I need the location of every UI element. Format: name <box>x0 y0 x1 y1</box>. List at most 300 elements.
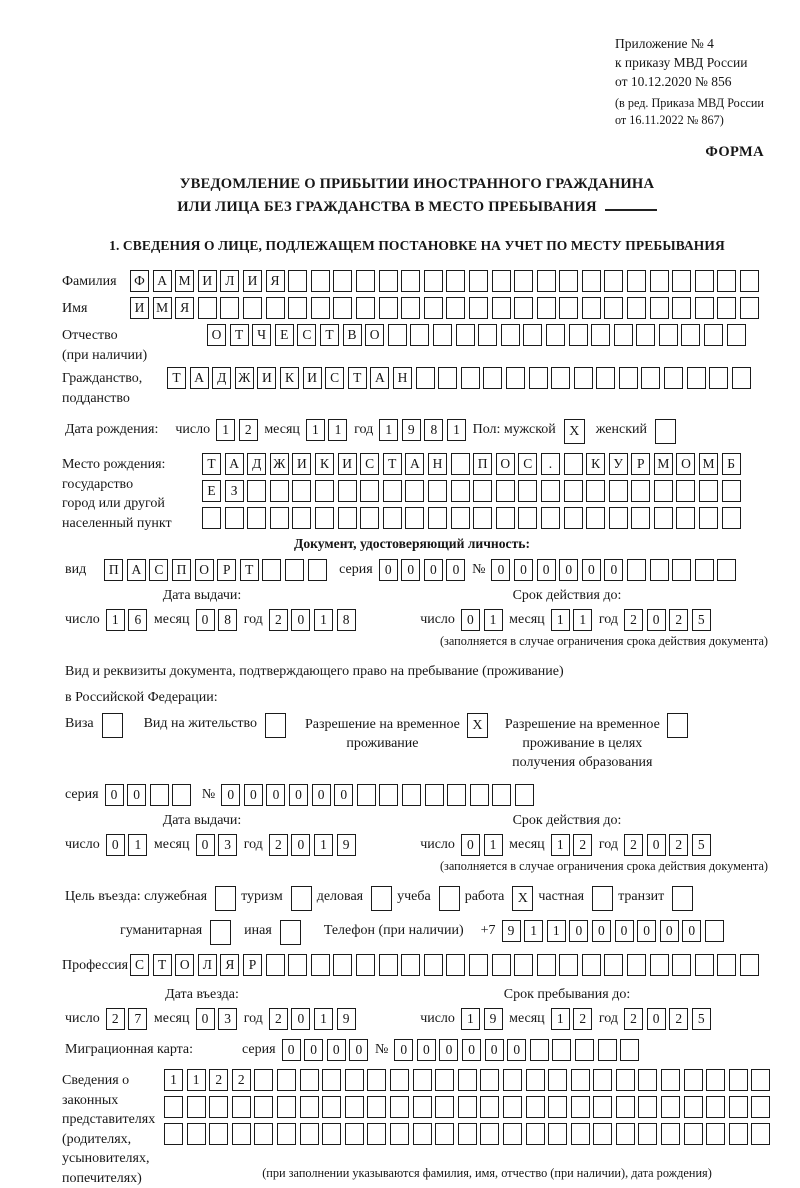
char-box-empty <box>356 954 375 976</box>
char-box-empty <box>609 507 628 529</box>
char-box-filled: 9 <box>337 834 356 856</box>
permit-expiry-day-boxes <box>461 834 506 856</box>
char-box-filled: 1 <box>447 419 466 441</box>
char-box-filled: 0 <box>660 920 679 942</box>
private-checkbox <box>592 886 613 911</box>
citizenship-boxes <box>167 367 754 389</box>
birthdate-row-gap <box>587 419 593 420</box>
char-box-empty <box>616 1123 635 1145</box>
birthplace-boxes-row <box>202 480 744 502</box>
char-box-empty <box>631 507 650 529</box>
char-box-empty <box>596 367 615 389</box>
char-box-empty <box>740 270 759 292</box>
migration-card-row <box>62 1039 772 1061</box>
entry-dates-heading <box>62 985 772 1007</box>
visit-purpose-row-2-txt: Телефон (при наличии) <box>323 923 464 939</box>
char-box-empty <box>740 297 759 319</box>
visit-purpose-row-2-gap <box>303 920 321 921</box>
char-box-filled: Т <box>320 324 339 346</box>
permit-expiry-year-boxes <box>624 834 714 856</box>
char-box-empty <box>225 507 244 529</box>
char-box-empty <box>541 480 560 502</box>
char-box-filled: 0 <box>439 1039 458 1061</box>
char-box-empty <box>187 1123 206 1145</box>
char-box-filled: 0 <box>462 1039 481 1061</box>
char-box-empty <box>559 954 578 976</box>
char-box-empty <box>699 507 718 529</box>
entry-dates-row-txt: месяц <box>509 1011 545 1027</box>
char-box-filled: 1 <box>484 834 503 856</box>
char-box-empty <box>247 507 266 529</box>
permit-issue-day-boxes <box>106 834 151 856</box>
char-box-empty <box>383 507 402 529</box>
char-box-empty <box>379 297 398 319</box>
char-box-filled: 0 <box>491 559 510 581</box>
permit-type-row-gap <box>125 713 141 714</box>
char-box-empty <box>564 453 583 475</box>
char-box-filled: Е <box>202 480 221 502</box>
birth-year-boxes <box>379 419 469 441</box>
char-box-filled: 0 <box>349 1039 368 1061</box>
char-box-empty <box>367 1069 386 1091</box>
char-box-empty <box>270 480 289 502</box>
char-box-filled: 5 <box>692 1008 711 1030</box>
visit-purpose-row-2-gap <box>62 920 117 921</box>
doc-series-boxes <box>379 559 469 581</box>
char-box-filled: К <box>280 367 299 389</box>
char-box-empty <box>315 507 334 529</box>
char-box-empty <box>402 784 421 806</box>
visit-purpose-row-2-gap <box>470 920 478 921</box>
doc-number-boxes <box>491 559 740 581</box>
entry-dates-row-txt: число <box>420 1011 455 1027</box>
char-box-filled: 0 <box>127 784 146 806</box>
char-box-empty <box>729 1123 748 1145</box>
char-box-empty <box>435 1123 454 1145</box>
char-box-empty <box>695 270 714 292</box>
char-box-empty <box>209 1123 228 1145</box>
char-box-filled: Р <box>217 559 236 581</box>
char-box-empty <box>356 297 375 319</box>
char-box-filled: 0 <box>424 559 443 581</box>
permit-type-row-gap <box>490 713 500 714</box>
char-box-filled: 2 <box>624 609 643 631</box>
char-box-empty <box>537 270 556 292</box>
char-box-filled: Н <box>428 453 447 475</box>
birthplace-boxes-row <box>202 453 744 475</box>
char-box-empty <box>503 1096 522 1118</box>
char-box-filled: 0 <box>394 1039 413 1061</box>
char-box-filled: 0 <box>312 784 331 806</box>
char-box-filled: Р <box>243 954 262 976</box>
char-box-filled: О <box>365 324 384 346</box>
citizenship-row-lbl: Гражданство, подданство <box>62 371 143 406</box>
char-box-empty <box>292 507 311 529</box>
other-purpose-checkbox <box>280 920 301 945</box>
char-box-empty <box>661 1069 680 1091</box>
char-box-filled: У <box>609 453 628 475</box>
char-box-empty <box>638 1096 657 1118</box>
char-box-empty <box>751 1123 770 1145</box>
char-box-empty <box>620 1039 639 1061</box>
identity-doc-row-txt: серия <box>339 562 373 578</box>
char-box-filled: Т <box>383 453 402 475</box>
char-box-filled: А <box>225 453 244 475</box>
char-box-empty <box>438 367 457 389</box>
doc-dates-heading <box>62 586 772 608</box>
permit-intro-line1 <box>62 661 772 683</box>
char-box-empty <box>198 297 217 319</box>
birthdate-row-txt: женский <box>595 422 647 438</box>
char-box-filled: 0 <box>682 920 701 942</box>
doc-validity-note-rgt: (заполняется в случае ограничения срока действия документа) <box>439 634 768 649</box>
migration-series-boxes <box>282 1039 372 1061</box>
char-box-filled: З <box>225 480 244 502</box>
doc-issue-month-boxes <box>196 609 241 631</box>
char-box-filled: 6 <box>128 609 147 631</box>
char-box-empty <box>695 559 714 581</box>
visit-purpose-row-txt: работа <box>464 889 505 905</box>
char-box-empty <box>659 324 678 346</box>
migration-card-row-txt: № <box>374 1042 389 1058</box>
guardians-note <box>62 1164 772 1186</box>
char-box-empty <box>501 324 520 346</box>
char-box-empty <box>751 1096 770 1118</box>
char-box-empty <box>492 954 511 976</box>
char-box-filled: 1 <box>314 609 333 631</box>
stay-until-month-boxes <box>551 1008 596 1030</box>
char-box-empty <box>424 954 443 976</box>
char-box-empty <box>288 954 307 976</box>
surname-row-lbl: Фамилия <box>62 274 117 290</box>
char-box-empty <box>288 297 307 319</box>
permit-expiry-month-boxes <box>551 834 596 856</box>
char-box-empty <box>451 480 470 502</box>
char-box-empty <box>706 1123 725 1145</box>
visit-purpose-row-2-txt: гуманитарная <box>120 923 203 939</box>
char-box-empty <box>650 954 669 976</box>
visit-purpose-row-txt: Цель въезда: служебная <box>65 889 208 905</box>
entry-dates-heading-gap <box>342 985 422 986</box>
char-box-filled: С <box>297 324 316 346</box>
char-box-filled: П <box>473 453 492 475</box>
char-box-empty <box>548 1123 567 1145</box>
permit-issue-year-boxes <box>269 834 359 856</box>
char-box-filled: . <box>541 453 560 475</box>
char-box-filled: С <box>360 453 379 475</box>
char-box-filled: С <box>149 559 168 581</box>
char-box-empty <box>338 480 357 502</box>
char-box-empty <box>571 1123 590 1145</box>
char-box-filled: 8 <box>337 609 356 631</box>
char-box-filled: 0 <box>334 784 353 806</box>
char-box-filled: О <box>207 324 226 346</box>
char-box-empty <box>360 507 379 529</box>
char-box-empty <box>311 270 330 292</box>
char-box-filled: А <box>405 453 424 475</box>
char-box-filled: М <box>175 270 194 292</box>
birthdate-row-txt: Пол: мужской <box>472 422 556 438</box>
patronymic-row-lbl: Отчество (при наличии) <box>62 328 148 363</box>
char-box-filled: 0 <box>559 559 578 581</box>
char-box-empty <box>322 1123 341 1145</box>
char-box-empty <box>729 1069 748 1091</box>
form-title-line2: ИЛИ ЛИЦА БЕЗ ГРАЖДАНСТВА В МЕСТО ПРЕБЫВАНИЯ <box>177 198 597 215</box>
char-box-filled: К <box>586 453 605 475</box>
char-box-filled: П <box>104 559 123 581</box>
education-residence-checkbox <box>667 713 688 738</box>
char-box-filled: Д <box>247 453 266 475</box>
char-box-empty <box>631 480 650 502</box>
permit-type-row-gap <box>288 713 300 714</box>
birthdate-row-gap <box>164 419 172 420</box>
char-box-filled: А <box>153 270 172 292</box>
char-box-empty <box>732 367 751 389</box>
char-box-filled: 0 <box>461 834 480 856</box>
doc-dates-heading-ctr: Дата выдачи: <box>162 588 242 604</box>
surname-boxes <box>130 270 763 292</box>
char-box-empty <box>717 270 736 292</box>
char-box-filled: 0 <box>106 834 125 856</box>
char-box-filled: 0 <box>417 1039 436 1061</box>
humanitarian-checkbox <box>210 920 231 945</box>
char-box-empty <box>410 324 429 346</box>
char-box-empty <box>446 270 465 292</box>
char-box-empty <box>401 297 420 319</box>
char-box-empty <box>604 270 623 292</box>
entry-dates-row-txt: год <box>243 1011 263 1027</box>
appendix-block <box>615 34 800 129</box>
char-box-empty <box>687 367 706 389</box>
char-box-filled: О <box>175 954 194 976</box>
permit-type-row-clbl: Разрешение на временное проживание <box>304 717 460 752</box>
char-box-empty <box>514 270 533 292</box>
char-box-empty <box>636 324 655 346</box>
char-box-empty <box>458 1096 477 1118</box>
char-box-empty <box>433 324 452 346</box>
char-box-filled: 0 <box>196 834 215 856</box>
char-box-empty <box>614 324 633 346</box>
char-box-filled: 0 <box>244 784 263 806</box>
permit-series-row-gap <box>195 784 199 785</box>
char-box-filled: 7 <box>128 1008 147 1030</box>
char-box-empty <box>469 270 488 292</box>
entry-day-boxes <box>106 1008 151 1030</box>
char-box-filled: С <box>325 367 344 389</box>
char-box-empty <box>315 480 334 502</box>
char-box-empty <box>360 480 379 502</box>
permit-dates-row-txt: число <box>420 837 455 853</box>
char-box-filled: 8 <box>424 419 443 441</box>
permit-dates-heading <box>62 811 772 833</box>
char-box-empty <box>480 1096 499 1118</box>
char-box-empty <box>609 480 628 502</box>
char-box-empty <box>654 480 673 502</box>
identity-doc-row-txt: № <box>472 562 486 578</box>
char-box-empty <box>506 367 525 389</box>
char-box-empty <box>515 784 534 806</box>
citizenship-row <box>62 367 772 408</box>
form-title-line1: УВЕДОМЛЕНИЕ О ПРИБЫТИИ ИНОСТРАННОГО ГРАЖДАНИНА <box>179 176 655 193</box>
char-box-empty <box>333 270 352 292</box>
char-box-filled: П <box>172 559 191 581</box>
permit-type-row-txt: Вид на жительство <box>143 716 257 732</box>
char-box-empty <box>564 480 583 502</box>
char-box-empty <box>571 1069 590 1091</box>
char-box-empty <box>425 784 444 806</box>
char-box-empty <box>311 297 330 319</box>
guardians-boxes <box>164 1069 774 1150</box>
char-box-empty <box>650 270 669 292</box>
temporary-residence-checkbox: X <box>467 713 488 738</box>
char-box-filled: 1 <box>551 1008 570 1030</box>
char-box-empty <box>428 507 447 529</box>
permit-series-row-txt: № <box>201 787 216 803</box>
female-checkbox <box>655 419 676 444</box>
char-box-filled: 8 <box>218 609 237 631</box>
work-checkbox: X <box>512 886 533 911</box>
char-box-empty <box>164 1096 183 1118</box>
char-box-empty <box>564 507 583 529</box>
char-box-empty <box>254 1123 273 1145</box>
char-box-filled: 0 <box>266 784 285 806</box>
char-box-empty <box>740 954 759 976</box>
char-box-empty <box>428 480 447 502</box>
char-box-filled: Ф <box>130 270 149 292</box>
permit-dates-row <box>62 834 772 856</box>
doc-dates-heading-gap <box>342 586 422 587</box>
char-box-filled: И <box>257 367 276 389</box>
char-box-filled: Т <box>348 367 367 389</box>
birthplace-boxes <box>202 453 744 534</box>
char-box-filled: 0 <box>379 559 398 581</box>
char-box-filled: 1 <box>547 920 566 942</box>
char-box-filled: М <box>654 453 673 475</box>
char-box-empty <box>446 297 465 319</box>
char-box-empty <box>546 324 565 346</box>
male-checkbox: X <box>564 419 585 444</box>
char-box-filled: И <box>303 367 322 389</box>
identity-doc-row-txt: вид <box>65 562 87 578</box>
char-box-empty <box>187 1096 206 1118</box>
char-box-empty <box>569 324 588 346</box>
char-box-filled: 9 <box>484 1008 503 1030</box>
entry-dates-row-txt: число <box>65 1011 100 1027</box>
char-box-filled: Я <box>220 954 239 976</box>
permit-issue-month-boxes <box>196 834 241 856</box>
char-box-filled: Ж <box>235 367 254 389</box>
char-box-empty <box>379 784 398 806</box>
guardians-boxes-row <box>164 1069 774 1091</box>
char-box-empty <box>405 507 424 529</box>
char-box-empty <box>672 270 691 292</box>
char-box-filled: 2 <box>209 1069 228 1091</box>
char-box-filled: 0 <box>291 609 310 631</box>
char-box-empty <box>220 297 239 319</box>
permit-dates-row-txt: год <box>243 837 263 853</box>
char-box-filled: И <box>243 270 262 292</box>
char-box-empty <box>202 507 221 529</box>
char-box-filled: Л <box>198 954 217 976</box>
char-box-empty <box>604 297 623 319</box>
char-box-empty <box>503 1069 522 1091</box>
char-box-filled: Т <box>153 954 172 976</box>
char-box-empty <box>672 297 691 319</box>
char-box-filled: 2 <box>269 609 288 631</box>
char-box-empty <box>469 297 488 319</box>
char-box-empty <box>232 1123 251 1145</box>
guardians-note-gap <box>62 1164 207 1165</box>
doc-expiry-month-boxes <box>551 609 596 631</box>
char-box-empty <box>709 367 728 389</box>
migration-card-row-txt: Миграционная карта: <box>65 1042 194 1058</box>
char-box-empty <box>447 784 466 806</box>
identity-doc-heading-ctr: Документ, удостоверяющий личность: <box>294 536 530 552</box>
char-box-empty <box>681 324 700 346</box>
char-box-filled: А <box>370 367 389 389</box>
char-box-empty <box>706 1069 725 1091</box>
char-box-empty <box>664 367 683 389</box>
char-box-empty <box>424 297 443 319</box>
form-body <box>62 270 772 1186</box>
permit-series-row-txt: серия <box>65 787 99 803</box>
char-box-empty <box>401 954 420 976</box>
doc-dates-row-txt: число <box>65 612 100 628</box>
givenname-boxes <box>130 297 763 319</box>
char-box-filled: А <box>190 367 209 389</box>
char-box-empty <box>424 270 443 292</box>
char-box-empty <box>676 507 695 529</box>
doc-expiry-year-boxes <box>624 609 714 631</box>
char-box-filled: 1 <box>524 920 543 942</box>
char-box-empty <box>641 367 660 389</box>
business-checkbox <box>371 886 392 911</box>
identity-doc-row-gap <box>330 559 336 560</box>
guardians-note-ctr: (при заполнении указываются фамилия, имя, отчество (при наличии), дата рождения) <box>262 1166 712 1181</box>
identity-doc-row-gap <box>92 559 104 560</box>
permit-intro-line1-txt: Вид и реквизиты документа, подтверждающего право на пребывание (проживание) <box>65 664 564 680</box>
visit-purpose-row-2-txt: +7 <box>480 923 496 939</box>
char-box-empty <box>480 1123 499 1145</box>
doc-issue-day-boxes <box>106 609 151 631</box>
char-box-empty <box>706 1096 725 1118</box>
char-box-empty <box>717 297 736 319</box>
char-box-empty <box>446 954 465 976</box>
char-box-filled: 1 <box>164 1069 183 1091</box>
char-box-empty <box>172 784 191 806</box>
visit-purpose-row-txt: транзит <box>618 889 665 905</box>
char-box-empty <box>458 1069 477 1091</box>
char-box-empty <box>699 480 718 502</box>
char-box-empty <box>582 270 601 292</box>
char-box-empty <box>338 507 357 529</box>
char-box-empty <box>650 297 669 319</box>
char-box-empty <box>266 297 285 319</box>
char-box-empty <box>492 297 511 319</box>
char-box-filled: 0 <box>221 784 240 806</box>
entry-year-boxes <box>269 1008 359 1030</box>
char-box-empty <box>254 1096 273 1118</box>
char-box-empty <box>262 559 281 581</box>
char-box-empty <box>672 559 691 581</box>
char-box-empty <box>722 507 741 529</box>
doc-expiry-day-boxes <box>461 609 506 631</box>
char-box-empty <box>458 1123 477 1145</box>
char-box-empty <box>638 1123 657 1145</box>
permit-validity-note-rgt: (заполняется в случае ограничения срока действия документа) <box>439 859 768 874</box>
char-box-filled: Л <box>220 270 239 292</box>
char-box-empty <box>266 954 285 976</box>
